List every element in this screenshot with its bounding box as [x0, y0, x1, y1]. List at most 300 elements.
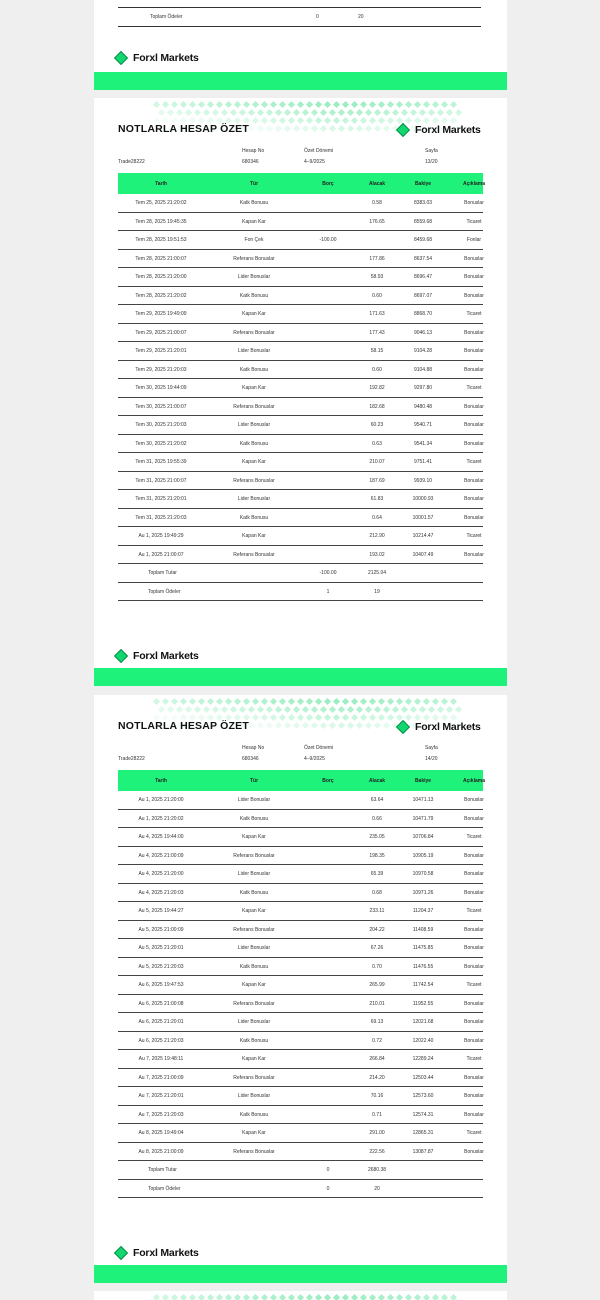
pattern-dot: [355, 125, 362, 132]
cell-alacak: 61.83: [370, 496, 384, 502]
totals-borc: -100.00: [319, 570, 337, 576]
cell-tur: Referans Bonuslar: [233, 852, 275, 859]
cell-bakiye: 9480.48: [413, 403, 433, 410]
table-row: [118, 287, 483, 306]
pattern-dot: [180, 1294, 187, 1300]
cell-aciklama: Fonlar: [466, 237, 482, 243]
logo-diamond-icon: [114, 51, 128, 65]
totals-alacak: 2125.04: [367, 570, 387, 576]
cell-tarih: Au 8, 2025 21:00:09: [138, 1148, 184, 1155]
pattern-dot: [220, 706, 227, 713]
table-row: [118, 379, 483, 398]
pattern-dot: [315, 1294, 322, 1300]
pattern-dot: [225, 698, 232, 705]
cell-tarih: Au 7, 2025 21:00:09: [138, 1074, 184, 1081]
cell-tur: Lider Bonuslar: [237, 797, 271, 803]
pattern-dot: [333, 101, 340, 108]
cell-tarih: Au 4, 2025 21:00:09: [138, 852, 184, 859]
cell-bakiye: 12289.24: [412, 1056, 434, 1062]
pattern-dot: [166, 706, 173, 713]
table-row: [118, 453, 483, 472]
cell-tarih: Au 4, 2025 21:20:03: [138, 889, 184, 896]
pattern-dot: [337, 125, 344, 132]
pattern-dot: [252, 1294, 259, 1300]
pattern-dot: [310, 706, 317, 713]
cell-tur: Kapan Kar: [242, 385, 266, 391]
pattern-dot: [306, 698, 313, 705]
pattern-dot: [405, 698, 412, 705]
cell-bakiye: 8697.07: [413, 292, 433, 299]
cell-tarih: Au 6, 2025 21:20:01: [138, 1019, 184, 1025]
pattern-dot: [292, 722, 299, 729]
pattern-dot: [184, 706, 191, 713]
pattern-dot: [153, 1294, 160, 1300]
cell-alacak: 212.90: [369, 533, 385, 539]
cell-alacak: 204.22: [369, 926, 385, 933]
pattern-dot: [162, 1294, 169, 1300]
cell-aciklama: Ticaret: [466, 385, 482, 391]
cell-tarih: Tem 28, 2025 21:20:02: [135, 292, 187, 299]
col-bakiye: Bakiye: [414, 778, 432, 784]
donem-label: Özet Dönemi: [304, 148, 334, 154]
cell-bakiye: 12573.60: [412, 1093, 434, 1099]
table-row: [118, 194, 483, 213]
pattern-dot: [369, 1294, 376, 1300]
sayfa-label: Sayfa: [425, 148, 438, 154]
pattern-dot: [157, 109, 164, 116]
pattern-dot: [238, 109, 245, 116]
cell-alacak: 0.58: [372, 200, 382, 206]
cell-bakiye: 8559.68: [413, 218, 433, 225]
pattern-dot: [283, 125, 290, 132]
cell-aciklama: Bonuslar: [464, 366, 484, 373]
pattern-dot: [432, 714, 439, 721]
cell-aciklama: Bonuslar: [464, 514, 484, 521]
hesap-no-label: Hesap No: [242, 148, 265, 154]
pattern-dot: [306, 117, 313, 124]
pattern-dot: [225, 101, 232, 108]
pattern-dot: [301, 109, 308, 116]
cell-alacak: 0.63: [372, 440, 382, 447]
pattern-dot: [279, 698, 286, 705]
pattern-dot: [387, 698, 394, 705]
pattern-dot: [175, 706, 182, 713]
cell-alacak: 214.20: [369, 1074, 385, 1081]
cell-alacak: 0.64: [372, 514, 382, 521]
cell-aciklama: Ticaret: [466, 218, 482, 225]
cell-tur: Katk Bonusu: [239, 366, 269, 373]
pattern-dot: [423, 101, 430, 108]
cell-aciklama: Bonuslar: [464, 200, 484, 206]
pattern-dot: [220, 109, 227, 116]
pattern-dot: [310, 125, 317, 132]
cell-bakiye: 11204.37: [412, 908, 434, 914]
table-row: [118, 231, 483, 250]
cell-tarih: Tem 28, 2025 21:00:07: [135, 255, 187, 262]
pattern-dot: [229, 109, 236, 116]
cell-aciklama: Bonuslar: [464, 551, 484, 558]
pattern-dot: [396, 1294, 403, 1300]
table-header: [118, 173, 483, 194]
cell-aciklama: Bonuslar: [464, 422, 484, 428]
pattern-dot: [369, 117, 376, 124]
pattern-dot: [364, 109, 371, 116]
logo-diamond-icon: [396, 720, 410, 734]
pattern-dot: [387, 714, 394, 721]
pattern-dot: [216, 698, 223, 705]
pattern-dot: [342, 117, 349, 124]
pattern-dot: [193, 109, 200, 116]
brand-name: Forxl Markets: [133, 1247, 199, 1259]
pattern-dot: [355, 722, 362, 729]
cell-aciklama: Bonuslar: [464, 889, 484, 896]
pattern-dot: [391, 109, 398, 116]
cell-bakiye: 9104.28: [413, 348, 433, 354]
pattern-dot: [324, 117, 331, 124]
pattern-dot: [355, 109, 362, 116]
cell-bakiye: 9540.71: [413, 422, 433, 428]
table-row: [118, 527, 483, 546]
cell-alacak: 70.16: [370, 1093, 384, 1099]
cell-tur: Referans Bonuslar: [233, 255, 275, 262]
pattern-dot: [450, 117, 457, 124]
cell-tur: Lider Bonuslar: [237, 422, 271, 428]
cell-tur: Katk Bonusu: [239, 1037, 269, 1044]
cell-tur: Kapan Kar: [242, 834, 266, 840]
table-row: [118, 1050, 483, 1069]
cell-tur: Kapan Kar: [242, 218, 266, 225]
pattern-dot: [198, 698, 205, 705]
page-title: NOTLARLA HESAP ÖZET: [118, 720, 249, 732]
pattern-dot: [405, 117, 412, 124]
cell-bakiye: 10471.79: [412, 815, 434, 822]
footer-logo: [116, 1247, 199, 1259]
pattern-dot: [207, 698, 214, 705]
pattern-dot: [355, 706, 362, 713]
pattern-dot: [441, 714, 448, 721]
pattern-dot: [450, 698, 457, 705]
cell-bakiye: 9046.13: [413, 329, 433, 336]
pattern-dot: [369, 101, 376, 108]
pattern-dot: [198, 1294, 205, 1300]
cell-alacak: 0.60: [372, 366, 382, 373]
pattern-dot: [369, 698, 376, 705]
cell-tur: Lider Bonuslar: [237, 496, 271, 502]
pattern-dot: [301, 706, 308, 713]
pattern-dot: [351, 714, 358, 721]
page-top-strip: [94, 1291, 507, 1300]
pattern-dot: [378, 101, 385, 108]
cell-tarih: Au 1, 2025 21:20:00: [138, 797, 184, 803]
cell-alacak: 291.00: [369, 1130, 385, 1136]
pattern-dot: [274, 722, 281, 729]
cell-tarih: Tem 30, 2025 21:00:07: [135, 403, 187, 410]
pattern-dot: [441, 117, 448, 124]
brand-name: Forxl Markets: [133, 650, 199, 662]
cell-tarih: Tem 29, 2025 19:49:09: [135, 311, 187, 317]
pattern-dot: [373, 109, 380, 116]
totals-label: Toplam Tutar: [148, 570, 177, 576]
cell-tur: Lider Bonuslar: [237, 871, 271, 877]
pattern-dot: [351, 117, 358, 124]
pattern-dot: [166, 109, 173, 116]
cell-tarih: Tem 31, 2025 21:20:01: [135, 496, 187, 502]
table-row: [118, 810, 483, 829]
totals-label: Toplam Ödeler: [148, 1185, 181, 1192]
cell-tarih: Au 1, 2025 21:00:07: [138, 551, 184, 558]
totals-row: [118, 1161, 483, 1180]
pattern-dot: [328, 706, 335, 713]
pattern-dot: [279, 1294, 286, 1300]
cell-alacak: 192.82: [369, 385, 385, 391]
cell-bakiye: 9104.88: [413, 366, 433, 373]
table-row: [118, 1069, 483, 1088]
cell-tarih: Au 8, 2025 19:49:04: [138, 1130, 184, 1136]
pattern-dot: [261, 1294, 268, 1300]
cell-tur: Lider Bonuslar: [237, 274, 271, 280]
cell-alacak: 60.23: [370, 422, 384, 428]
table-row: [118, 398, 483, 417]
cell-tur: Lider Bonuslar: [237, 348, 271, 354]
pattern-dot: [180, 101, 187, 108]
table-row: [118, 902, 483, 921]
pattern-dot: [360, 698, 367, 705]
footer-logo: [116, 650, 199, 662]
pattern-dot: [391, 706, 398, 713]
table-row: [118, 921, 483, 940]
account-label: Trade28222: [118, 159, 145, 165]
cell-tur: Referans Bonuslar: [233, 1148, 275, 1155]
pattern-dot: [198, 101, 205, 108]
table-row: [118, 865, 483, 884]
cell-aciklama: Bonuslar: [464, 871, 484, 877]
pattern-dot: [157, 706, 164, 713]
table-body: [118, 791, 483, 1198]
cell-alacak: 58.93: [370, 274, 384, 280]
cell-alacak: 233.11: [369, 908, 385, 914]
cell-alacak: 193.02: [369, 551, 385, 558]
pattern-dot: [382, 109, 389, 116]
cell-alacak: 0.71: [372, 1111, 382, 1118]
cell-tarih: Tem 28, 2025 21:20:00: [135, 274, 187, 280]
cell-bakiye: 10214.47: [412, 533, 434, 539]
pattern-dot: [373, 706, 380, 713]
pattern-dot: [319, 706, 326, 713]
pattern-dot: [247, 706, 254, 713]
pattern-dot: [283, 722, 290, 729]
pattern-dot: [351, 1294, 358, 1300]
cell-tarih: Tem 28, 2025 19:45:35: [135, 218, 187, 225]
table-row: [118, 958, 483, 977]
cell-alacak: 265.99: [369, 982, 385, 988]
pattern-dot: [297, 101, 304, 108]
footer-logo: [116, 52, 199, 64]
pattern-dot: [225, 1294, 232, 1300]
table-row: [118, 976, 483, 995]
col-tur: Tür: [249, 181, 259, 187]
pattern-dot: [436, 706, 443, 713]
pattern-dot: [243, 698, 250, 705]
pattern-dot: [342, 101, 349, 108]
cell-alacak: 210.07: [369, 459, 385, 465]
pattern-dot: [292, 706, 299, 713]
pattern-dot: [396, 698, 403, 705]
pattern-dot: [342, 1294, 349, 1300]
cell-alacak: 0.70: [372, 963, 382, 970]
pattern-dot: [351, 101, 358, 108]
table-row: [118, 1013, 483, 1032]
pattern-dot: [243, 101, 250, 108]
pattern-dot: [441, 1294, 448, 1300]
pattern-dot: [207, 1294, 214, 1300]
table-row: [118, 361, 483, 380]
cell-aciklama: Bonuslar: [464, 1111, 484, 1118]
decorative-dot-pattern: [94, 695, 507, 743]
cell-bakiye: 12574.31: [412, 1111, 434, 1118]
cell-tur: Referans Bonuslar: [233, 926, 275, 933]
cell-tarih: Tem 29, 2025 21:20:01: [135, 348, 187, 354]
totals-label: Toplam Tutar: [148, 1167, 177, 1173]
cell-alacak: 171.63: [369, 311, 385, 317]
col-tur: Tür: [249, 778, 259, 784]
cell-tur: Katk Bonusu: [239, 963, 269, 970]
page-fragment: [94, 0, 507, 88]
pattern-dot: [288, 1294, 295, 1300]
statement-page: [94, 98, 507, 686]
cell-aciklama: Ticaret: [466, 834, 482, 840]
cell-tur: Katk Bonusu: [239, 200, 269, 206]
pattern-dot: [315, 714, 322, 721]
totals-alacak: 20: [358, 14, 364, 20]
pattern-dot: [315, 117, 322, 124]
logo-diamond-icon: [396, 123, 410, 137]
cell-alacak: 187.69: [369, 477, 385, 484]
pattern-dot: [369, 714, 376, 721]
cell-alacak: 67.26: [370, 945, 384, 951]
hesap-no-label: Hesap No: [242, 745, 265, 751]
pattern-dot: [387, 1294, 394, 1300]
cell-alacak: 0.68: [372, 889, 382, 896]
pattern-dot: [279, 714, 286, 721]
sayfa-label: Sayfa: [425, 745, 438, 751]
cell-tarih: Tem 29, 2025 21:00:07: [135, 329, 187, 336]
pattern-dot: [324, 101, 331, 108]
pattern-dot: [423, 117, 430, 124]
footer-green-bar: [94, 668, 507, 686]
cell-alacak: 222.56: [369, 1148, 385, 1155]
cell-bakiye: 10407.49: [412, 551, 434, 558]
pattern-dot: [297, 117, 304, 124]
pattern-dot: [405, 1294, 412, 1300]
pattern-dot: [261, 714, 268, 721]
cell-tur: Fon Çek: [244, 237, 264, 243]
cell-aciklama: Bonuslar: [464, 1019, 484, 1025]
cell-aciklama: Bonuslar: [464, 1148, 484, 1155]
pattern-dot: [333, 714, 340, 721]
totals-borc: 0: [326, 1185, 330, 1192]
cell-tur: Referans Bonuslar: [233, 1074, 275, 1081]
pattern-dot: [288, 117, 295, 124]
table-row: [118, 509, 483, 528]
brand-name: Forxl Markets: [133, 52, 199, 64]
pattern-dot: [234, 1294, 241, 1300]
cell-aciklama: Ticaret: [466, 982, 482, 988]
pattern-dot: [324, 1294, 331, 1300]
page-title: NOTLARLA HESAP ÖZET: [118, 123, 249, 135]
cell-aciklama: Bonuslar: [464, 1074, 484, 1081]
pattern-dot: [432, 698, 439, 705]
table-row: [118, 305, 483, 324]
cell-tarih: Tem 25, 2025 21:20:02: [135, 200, 187, 206]
pattern-dot: [364, 706, 371, 713]
totals-alacak: 19: [374, 588, 380, 595]
cell-bakiye: 12021.68: [412, 1019, 434, 1025]
pattern-dot: [310, 722, 317, 729]
cell-bakiye: 10970.58: [412, 871, 434, 877]
pattern-dot: [324, 714, 331, 721]
pattern-dot: [414, 101, 421, 108]
pattern-dot: [333, 1294, 340, 1300]
table-row: [118, 268, 483, 287]
pattern-dot: [171, 101, 178, 108]
cell-aciklama: Bonuslar: [464, 815, 484, 822]
pattern-dot: [436, 109, 443, 116]
pattern-dot: [378, 714, 385, 721]
cell-tarih: Au 5, 2025 21:20:01: [138, 945, 184, 951]
cell-tarih: Au 1, 2025 19:49:29: [138, 533, 184, 539]
statement-page: [94, 695, 507, 1283]
cell-aciklama: Ticaret: [466, 1056, 482, 1062]
cell-aciklama: Bonuslar: [464, 496, 484, 502]
donem-value: 4–9/2025: [304, 756, 325, 762]
cell-aciklama: Bonuslar: [464, 926, 484, 933]
cell-aciklama: Bonuslar: [464, 477, 484, 484]
cell-aciklama: Bonuslar: [464, 1037, 484, 1044]
col-tarih: Tarih: [155, 181, 167, 187]
cell-bakiye: 10706.84: [412, 834, 434, 840]
pattern-dot: [337, 109, 344, 116]
cell-aciklama: Bonuslar: [464, 403, 484, 410]
pattern-dot: [315, 101, 322, 108]
pattern-dot: [378, 1294, 385, 1300]
brand-name: Forxl Markets: [415, 124, 481, 136]
pattern-dot: [265, 109, 272, 116]
pattern-dot: [414, 117, 421, 124]
pattern-dot: [346, 109, 353, 116]
pattern-dot: [256, 722, 263, 729]
cell-alacak: 0.66: [372, 815, 382, 822]
cell-tarih: Tem 28, 2025 19:51:53: [135, 237, 187, 243]
pattern-dot: [342, 698, 349, 705]
pattern-dot: [364, 125, 371, 132]
table-row: [118, 490, 483, 509]
cell-alacak: 235.05: [369, 834, 385, 840]
pattern-dot: [441, 101, 448, 108]
pattern-dot: [423, 1294, 430, 1300]
cell-aciklama: Bonuslar: [464, 963, 484, 970]
table-row: [118, 1032, 483, 1051]
cell-tur: Katk Bonusu: [239, 1111, 269, 1118]
table-row: [118, 828, 483, 847]
pattern-dot: [297, 1294, 304, 1300]
col-borc: Borç: [322, 778, 334, 784]
cell-bakiye: 11408.59: [412, 926, 434, 933]
cell-tur: Referans Bonuslar: [233, 1000, 275, 1007]
pattern-dot: [265, 125, 272, 132]
pattern-dot: [423, 698, 430, 705]
pattern-dot: [252, 117, 259, 124]
cell-bakiye: 11742.54: [412, 982, 434, 988]
